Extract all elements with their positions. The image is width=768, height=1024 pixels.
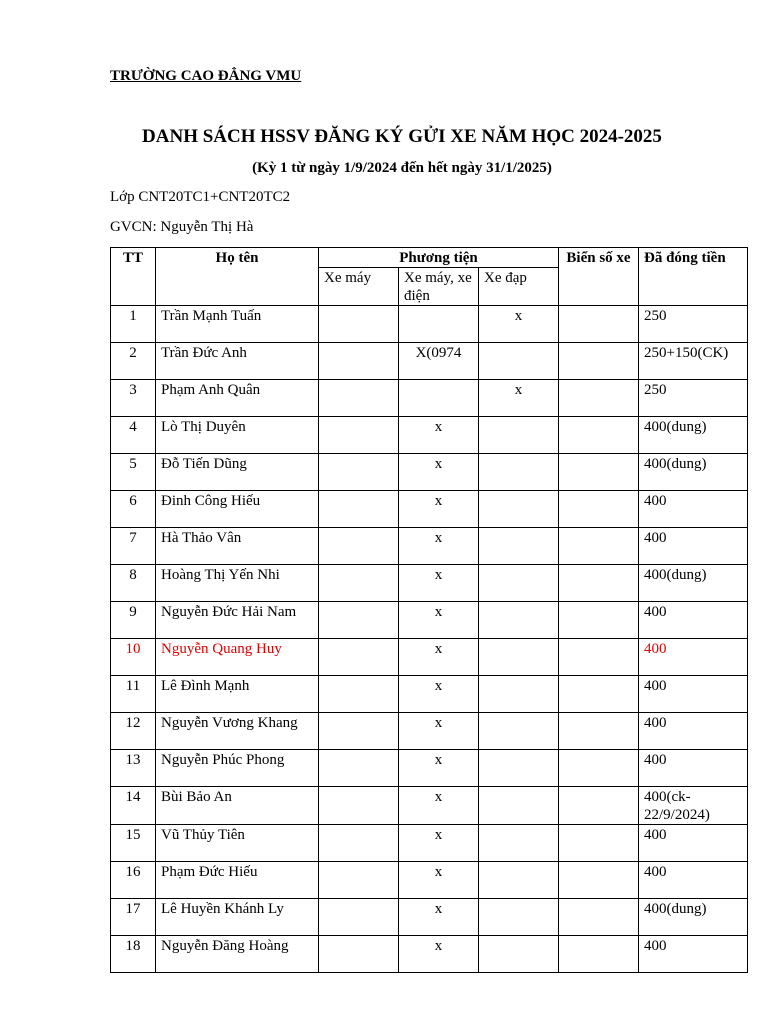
plate-cell [559,899,639,936]
motorbike-cell [319,639,399,676]
student-name: Nguyễn Vương Khang [156,713,319,750]
bicycle-cell [479,936,559,973]
row-number: 6 [111,491,156,528]
plate-cell [559,676,639,713]
header-motorbike-electric: Xe máy, xe điện [399,268,479,306]
row-number: 9 [111,602,156,639]
paid-cell: 250+150(CK) [639,343,748,380]
table-row [111,750,748,787]
motorbike-cell [319,380,399,417]
plate-cell [559,306,639,343]
row-number: 12 [111,713,156,750]
student-name: Hoàng Thị Yến Nhi [156,565,319,602]
bicycle-cell [479,454,559,491]
bicycle-cell [479,602,559,639]
row-number: 8 [111,565,156,602]
motorbike-cell [319,602,399,639]
student-name: Trần Đức Anh [156,343,319,380]
student-name: Vũ Thủy Tiên [156,825,319,862]
class-line: Lớp CNT20TC1+CNT20TC2 [110,189,291,205]
bicycle-cell [479,417,559,454]
row-number: 3 [111,380,156,417]
motorbike-electric-cell: x [399,528,479,565]
school-name: TRƯỜNG CAO ĐẲNG VMU [110,68,302,84]
plate-cell [559,528,639,565]
plate-cell [559,454,639,491]
motorbike-cell [319,750,399,787]
table-row [111,936,748,973]
header-row [111,248,748,268]
student-name: Đinh Công Hiếu [156,491,319,528]
student-name: Lê Huyền Khánh Ly [156,899,319,936]
paid-cell: 400 [639,639,748,676]
student-name: Đỗ Tiến Dũng [156,454,319,491]
motorbike-electric-cell: x [399,750,479,787]
paid-cell: 400(dung) [639,454,748,491]
table-row [111,862,748,899]
student-name: Trần Mạnh Tuấn [156,306,319,343]
bicycle-cell [479,528,559,565]
header-tt: TT [111,248,156,306]
motorbike-electric-cell: x [399,676,479,713]
paid-cell: 400 [639,750,748,787]
row-number: 16 [111,862,156,899]
motorbike-electric-cell [399,380,479,417]
paid-cell: 400(dung) [639,899,748,936]
row-number: 11 [111,676,156,713]
motorbike-electric-cell: x [399,491,479,528]
row-number: 18 [111,936,156,973]
bicycle-cell [479,862,559,899]
motorbike-cell [319,825,399,862]
motorbike-electric-cell: x [399,899,479,936]
motorbike-electric-cell: x [399,417,479,454]
motorbike-cell [319,787,399,825]
plate-cell [559,602,639,639]
paid-cell: 400 [639,862,748,899]
motorbike-electric-cell [399,306,479,343]
motorbike-electric-cell: x [399,936,479,973]
header-plate: Biển số xe [559,248,639,306]
motorbike-electric-cell: x [399,825,479,862]
student-name: Phạm Anh Quân [156,380,319,417]
motorbike-cell [319,676,399,713]
motorbike-cell [319,713,399,750]
motorbike-electric-cell: x [399,787,479,825]
table-row [111,899,748,936]
motorbike-cell [319,491,399,528]
plate-cell [559,825,639,862]
row-number: 1 [111,306,156,343]
student-name: Lê Đình Mạnh [156,676,319,713]
plate-cell [559,862,639,899]
student-name: Hà Thảo Vân [156,528,319,565]
paid-cell: 250 [639,306,748,343]
plate-cell [559,936,639,973]
plate-cell [559,639,639,676]
bicycle-cell: x [479,380,559,417]
table-row [111,676,748,713]
motorbike-cell [319,343,399,380]
motorbike-electric-cell: x [399,454,479,491]
row-number: 13 [111,750,156,787]
table-row [111,565,748,602]
bicycle-cell [479,750,559,787]
paid-cell: 400 [639,936,748,973]
header-motorbike: Xe máy [319,268,399,306]
plate-cell [559,343,639,380]
header-name: Họ tên [156,248,319,306]
row-number: 14 [111,787,156,825]
registration-table [110,247,748,973]
header-bicycle: Xe đạp [479,268,559,306]
paid-cell: 400(dung) [639,565,748,602]
table-row [111,454,748,491]
bicycle-cell [479,676,559,713]
table-row [111,417,748,454]
document-title: DANH SÁCH HSSV ĐĂNG KÝ GỬI XE NĂM HỌC 2024-2025 [142,126,662,147]
paid-cell: 400 [639,713,748,750]
teacher-line: GVCN: Nguyễn Thị Hà [110,219,254,235]
motorbike-electric-cell: X(0974 [399,343,479,380]
table-row [111,491,748,528]
bicycle-cell [479,565,559,602]
table-row [111,639,748,676]
student-name: Nguyễn Đức Hải Nam [156,602,319,639]
student-name: Bùi Bảo An [156,787,319,825]
document-subtitle: (Kỳ 1 từ ngày 1/9/2024 đến hết ngày 31/1/2025) [252,160,552,176]
motorbike-electric-cell: x [399,639,479,676]
table-row [111,343,748,380]
student-name: Phạm Đức Hiếu [156,862,319,899]
bicycle-cell [479,343,559,380]
table-row [111,825,748,862]
bicycle-cell [479,713,559,750]
motorbike-electric-cell: x [399,602,479,639]
paid-cell: 400 [639,825,748,862]
student-name: Nguyễn Phúc Phong [156,750,319,787]
row-number: 2 [111,343,156,380]
header-vehicle: Phương tiện [319,248,559,268]
student-name: Lò Thị Duyên [156,417,319,454]
table-row [111,787,748,825]
table-row [111,306,748,343]
bicycle-cell [479,787,559,825]
paid-cell: 400 [639,528,748,565]
bicycle-cell [479,825,559,862]
motorbike-electric-cell: x [399,565,479,602]
row-number: 15 [111,825,156,862]
plate-cell [559,787,639,825]
motorbike-electric-cell: x [399,713,479,750]
row-number: 4 [111,417,156,454]
bicycle-cell [479,491,559,528]
paid-cell: 400 [639,602,748,639]
paid-cell: 400 [639,676,748,713]
table-row [111,713,748,750]
motorbike-cell [319,454,399,491]
row-number: 17 [111,899,156,936]
bicycle-cell [479,899,559,936]
paid-cell: 400(ck-22/9/2024) [639,787,748,825]
plate-cell [559,417,639,454]
student-name: Nguyễn Quang Huy [156,639,319,676]
bicycle-cell: x [479,306,559,343]
paid-cell: 400(dung) [639,417,748,454]
motorbike-cell [319,528,399,565]
motorbike-cell [319,862,399,899]
plate-cell [559,750,639,787]
header-paid: Đã đóng tiền [639,248,748,306]
paid-cell: 250 [639,380,748,417]
plate-cell [559,565,639,602]
row-number: 7 [111,528,156,565]
motorbike-cell [319,936,399,973]
motorbike-cell [319,565,399,602]
student-name: Nguyễn Đăng Hoàng [156,936,319,973]
row-number: 5 [111,454,156,491]
paid-cell: 400 [639,491,748,528]
motorbike-cell [319,306,399,343]
motorbike-cell [319,417,399,454]
plate-cell [559,713,639,750]
table-row [111,380,748,417]
motorbike-electric-cell: x [399,862,479,899]
bicycle-cell [479,639,559,676]
plate-cell [559,380,639,417]
plate-cell [559,491,639,528]
motorbike-cell [319,899,399,936]
row-number: 10 [111,639,156,676]
table-row [111,602,748,639]
table-row [111,528,748,565]
